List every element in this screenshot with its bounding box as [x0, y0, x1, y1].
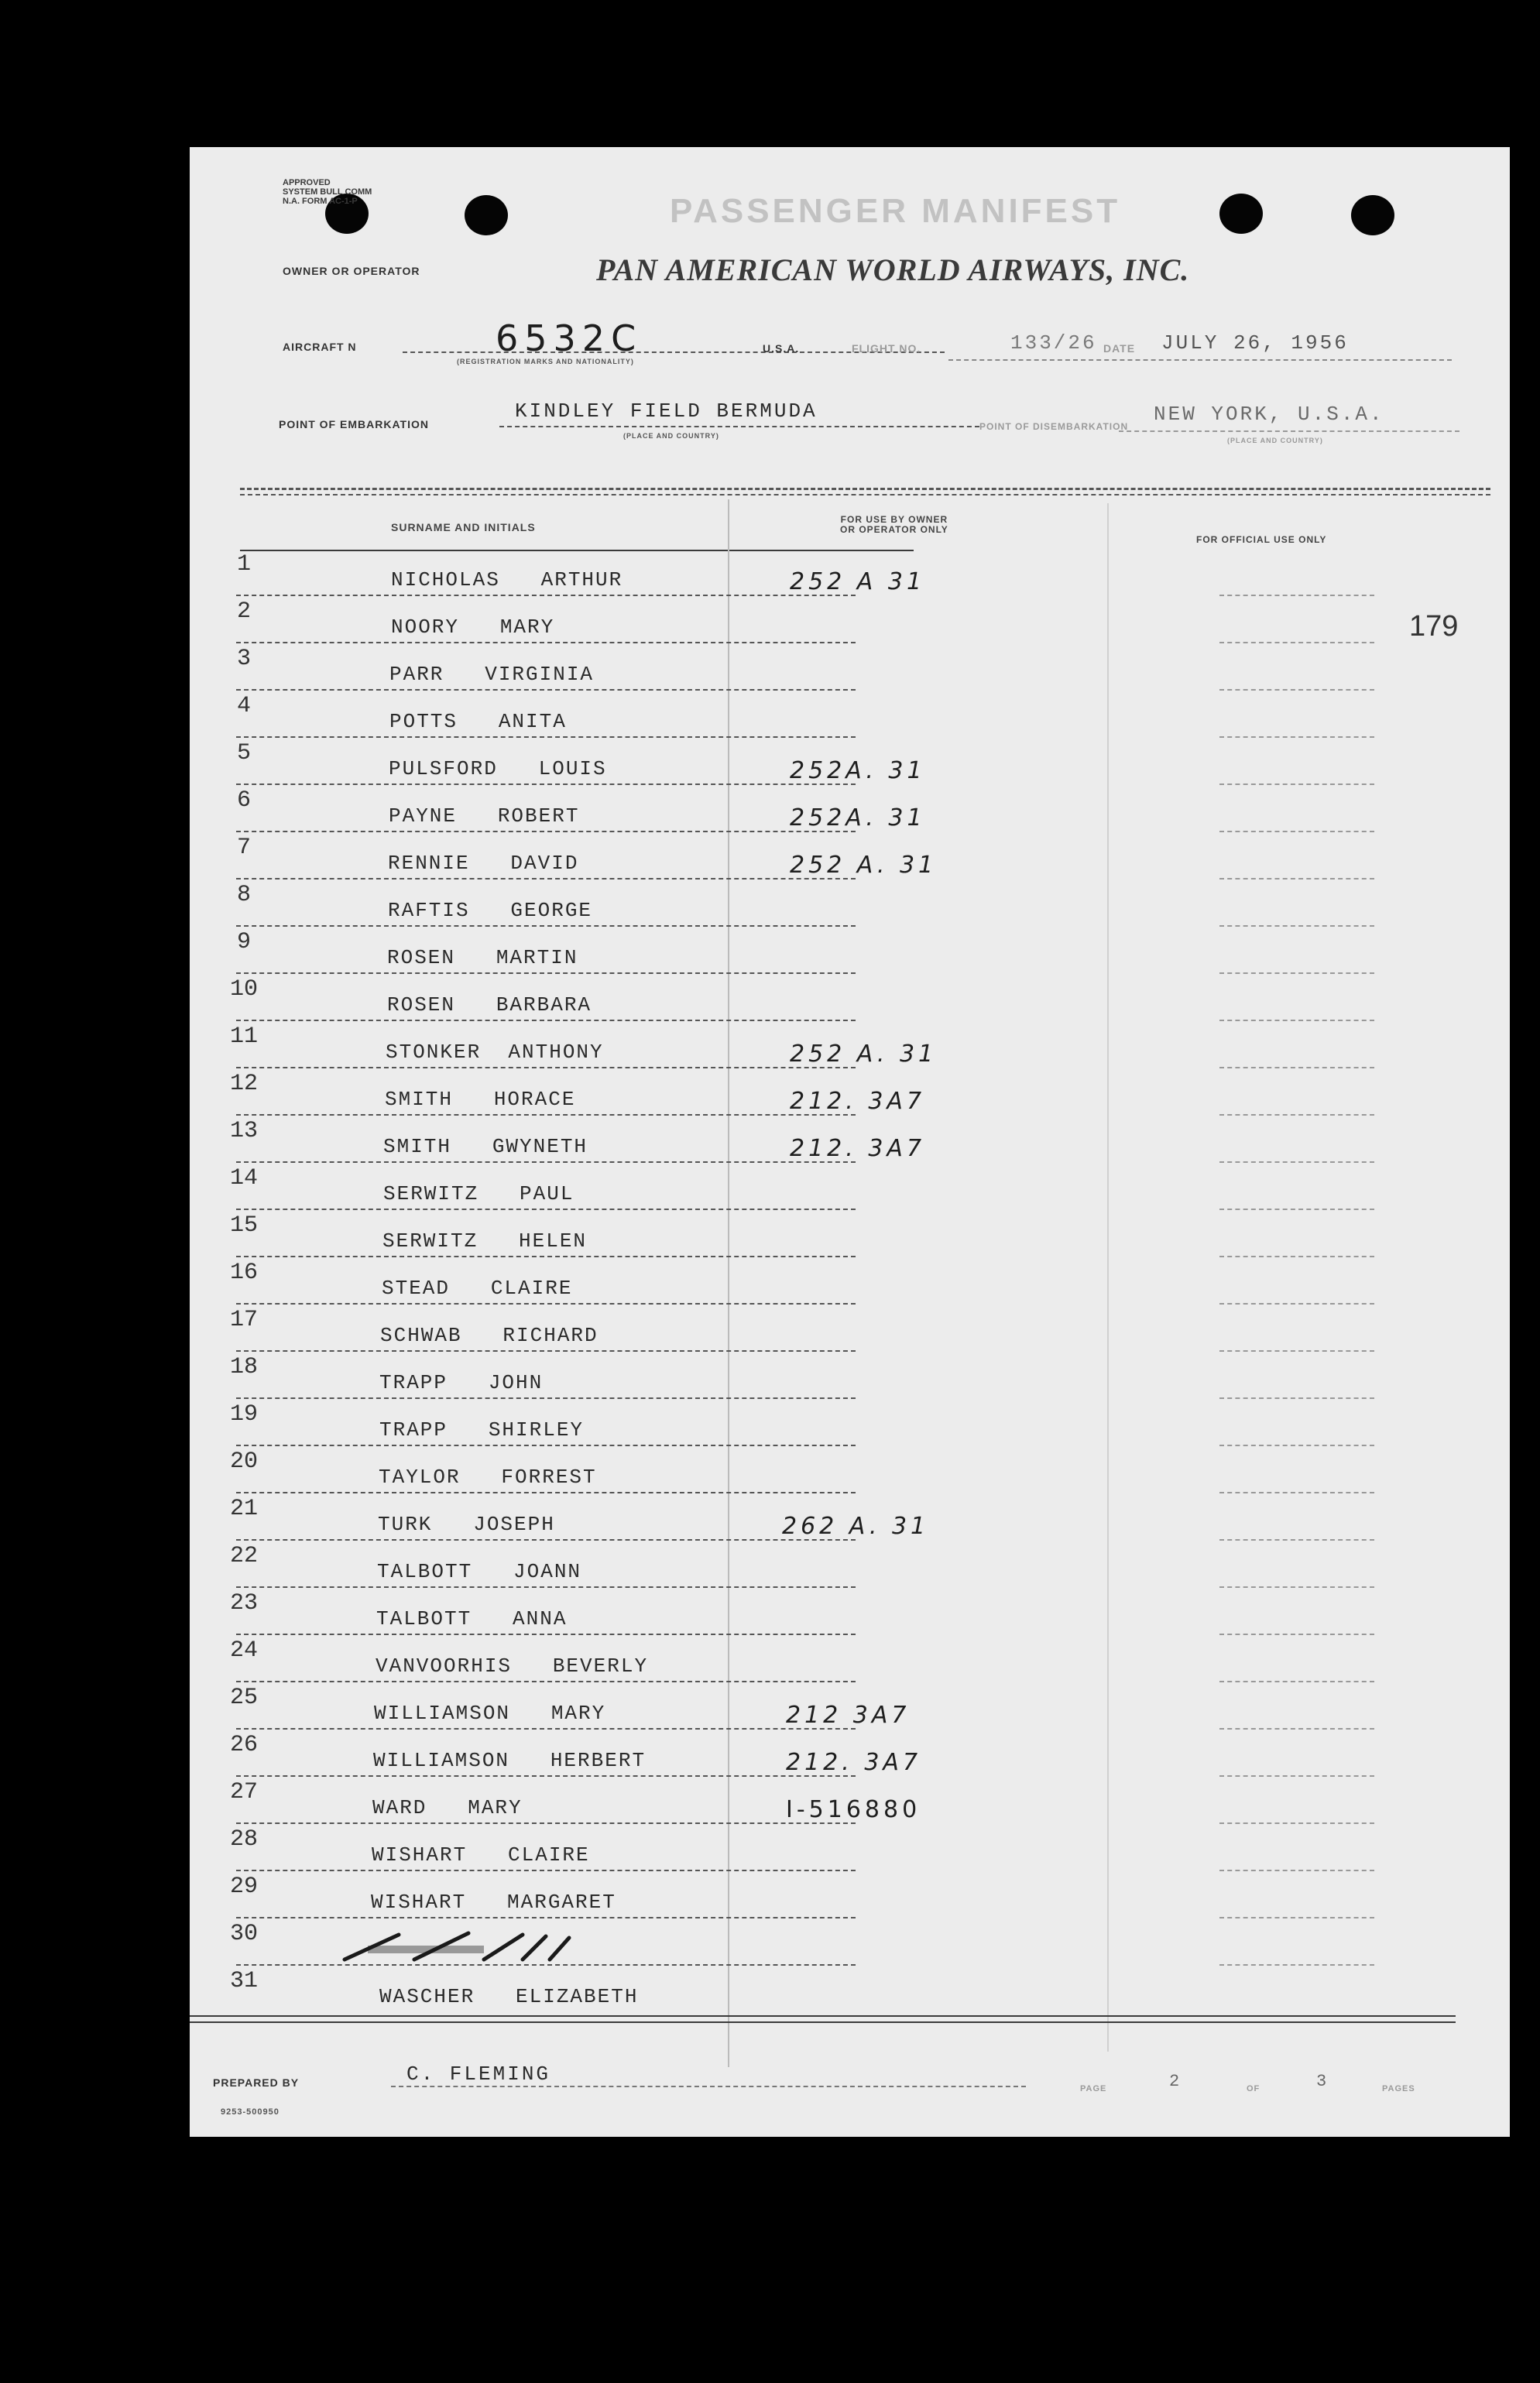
passenger-row-crossed-out: 30 [190, 1919, 1510, 1966]
official-use-column-header: FOR OFFICIAL USE ONLY [1196, 534, 1327, 545]
flight-number: 133/26 [1010, 331, 1097, 355]
passenger-row: 29 WISHART MARGARET [190, 1872, 1510, 1919]
passenger-row: 25 WILLIAMSON MARY 212 3A7 [190, 1683, 1510, 1730]
flight-date: JULY 26, 1956 [1161, 331, 1349, 355]
passenger-code: 212. 3A7 [790, 1088, 926, 1115]
document-title: PASSENGER MANIFEST [670, 192, 1121, 230]
passenger-row: 27 WARD MARY I-516880 [190, 1778, 1510, 1825]
embarkation-label: POINT OF EMBARKATION [279, 418, 429, 430]
owner-label: OWNER OR OPERATOR [283, 265, 420, 277]
approval-stamp: APPROVED SYSTEM BULL COMM N.A. FORM AC-1-P [283, 178, 372, 206]
passenger-name: SERWITZ HELEN [382, 1229, 588, 1253]
passenger-code: 252 A. 31 [790, 1041, 938, 1068]
passenger-name: SCHWAB RICHARD [380, 1324, 599, 1347]
passenger-code: 252 A. 31 [790, 852, 938, 879]
manifest-page [190, 147, 1510, 2137]
passenger-name: WISHART CLAIRE [372, 1843, 590, 1867]
passenger-row: 22 TALBOTT JOANN [190, 1541, 1510, 1589]
passenger-code: 212. 3A7 [790, 1135, 926, 1162]
passenger-row: 9 ROSEN MARTIN [190, 927, 1510, 975]
passenger-name: SMITH GWYNETH [383, 1135, 588, 1158]
passenger-row: 19 TRAPP SHIRLEY [190, 1400, 1510, 1447]
date-label: DATE [1103, 342, 1136, 355]
passenger-row: 23 TALBOTT ANNA [190, 1589, 1510, 1636]
passenger-row: 24 VANVOORHIS BEVERLY [190, 1636, 1510, 1683]
passenger-code: 252A. 31 [790, 804, 926, 831]
passenger-row: 28 WISHART CLAIRE [190, 1825, 1510, 1872]
passenger-name: TRAPP SHIRLEY [379, 1418, 585, 1442]
embarkation-point: KINDLEY FIELD BERMUDA [515, 399, 818, 423]
passenger-row: 10 ROSEN BARBARA [190, 975, 1510, 1022]
passenger-row: 12 SMITH HORACE 212. 3A7 [190, 1069, 1510, 1116]
passenger-name: TURK JOSEPH [378, 1513, 555, 1536]
surname-column-header: SURNAME AND INITIALS [391, 521, 536, 533]
punch-hole [1219, 194, 1263, 234]
passenger-name: ROSEN MARTIN [387, 946, 578, 969]
passenger-code: 252A. 31 [790, 757, 926, 784]
passenger-name: TAYLOR FORREST [379, 1466, 597, 1489]
passenger-name: SERWITZ PAUL [383, 1182, 574, 1205]
passenger-name: NOORY MARY [391, 615, 555, 639]
passenger-list [190, 550, 1510, 2021]
disembarkation-point: NEW YORK, U.S.A. [1154, 403, 1384, 426]
passenger-row: 26 WILLIAMSON HERBERT 212. 3A7 [190, 1730, 1510, 1778]
passenger-name: SMITH HORACE [385, 1088, 576, 1111]
owner-use-column-header: FOR USE BY OWNER OR OPERATOR ONLY [840, 514, 948, 535]
punch-hole [465, 195, 508, 235]
usa-label: U.S.A. [763, 342, 800, 355]
passenger-name: NICHOLAS ARTHUR [391, 568, 623, 591]
passenger-name: STONKER ANTHONY [386, 1041, 604, 1064]
aircraft-number: 6532C [496, 317, 643, 359]
page-number: 2 [1169, 2072, 1182, 2091]
passenger-code: 212. 3A7 [786, 1749, 922, 1776]
embark-place-note: (PLACE AND COUNTRY) [623, 432, 719, 440]
passenger-name: STEAD CLAIRE [382, 1277, 573, 1300]
passenger-code: 262 A. 31 [782, 1513, 930, 1540]
passenger-row: 3 PARR VIRGINIA [190, 644, 1510, 691]
passenger-row: 1 NICHOLAS ARTHUR 252 A 31 [190, 550, 1510, 597]
total-pages: 3 [1316, 2072, 1329, 2091]
disembark-place-note: (PLACE AND COUNTRY) [1227, 437, 1323, 444]
passenger-row: 2 NOORY MARY [190, 597, 1510, 644]
pages-label: PAGES [1382, 2084, 1415, 2093]
passenger-name: VANVOORHIS BEVERLY [376, 1654, 649, 1678]
passenger-row: 31 WASCHER ELIZABETH [229, 1968, 639, 2008]
passenger-code: I-516880 [786, 1796, 921, 1823]
registration-note: (REGISTRATION MARKS AND NATIONALITY) [457, 358, 634, 365]
punch-hole [1351, 195, 1394, 235]
passenger-row: 13 SMITH GWYNETH 212. 3A7 [190, 1116, 1510, 1164]
passenger-name: TALBOTT ANNA [376, 1607, 568, 1630]
passenger-name: WILLIAMSON HERBERT [373, 1749, 647, 1772]
archive-page-number: 179 [1409, 610, 1459, 643]
passenger-code: 252 A 31 [790, 568, 926, 595]
passenger-row: 16 STEAD CLAIRE [190, 1258, 1510, 1305]
passenger-row: 11 STONKER ANTHONY 252 A. 31 [190, 1022, 1510, 1069]
passenger-code: 212 3A7 [786, 1702, 911, 1729]
prepared-by-label: PREPARED BY [213, 2076, 300, 2089]
passenger-row: 7 RENNIE DAVID 252 A. 31 [190, 833, 1510, 880]
passenger-name: RENNIE DAVID [388, 852, 579, 875]
passenger-row: 6 PAYNE ROBERT 252A. 31 [190, 786, 1510, 833]
passenger-name: POTTS ANITA [389, 710, 567, 733]
disembarkation-label: POINT OF DISEMBARKATION [979, 421, 1129, 432]
passenger-row: 8 RAFTIS GEORGE [190, 880, 1510, 927]
passenger-row: 15 SERWITZ HELEN [190, 1211, 1510, 1258]
passenger-name: PAYNE ROBERT [389, 804, 580, 828]
airline-name: PAN AMERICAN WORLD AIRWAYS, INC. [596, 252, 1190, 287]
passenger-name: ROSEN BARBARA [387, 993, 592, 1017]
passenger-name: PULSFORD LOUIS [389, 757, 607, 780]
flight-label: FLIGHT NO. [852, 342, 921, 355]
form-number: 9253-500950 [221, 2107, 280, 2117]
passenger-name: WISHART MARGARET [371, 1891, 616, 1914]
passenger-name: WASCHER ELIZABETH [379, 1985, 639, 2008]
passenger-row: 20 TAYLOR FORREST [190, 1447, 1510, 1494]
aircraft-label: AIRCRAFT N [283, 341, 357, 353]
passenger-name: WARD MARY [372, 1796, 523, 1819]
passenger-name: WILLIAMSON MARY [374, 1702, 606, 1725]
passenger-row: 5 PULSFORD LOUIS 252A. 31 [190, 739, 1510, 786]
passenger-name: RAFTIS GEORGE [388, 899, 593, 922]
of-label: OF [1247, 2084, 1260, 2093]
passenger-row: 21 TURK JOSEPH 262 A. 31 [190, 1494, 1510, 1541]
passenger-name: PARR VIRGINIA [389, 663, 595, 686]
passenger-name: TALBOTT JOANN [377, 1560, 582, 1583]
crossed-out-entry [290, 1919, 755, 1966]
passenger-name: TRAPP JOHN [379, 1371, 544, 1394]
prepared-by: C. FLEMING [406, 2062, 551, 2086]
page-label: PAGE [1080, 2084, 1107, 2093]
passenger-row: 17 SCHWAB RICHARD [190, 1305, 1510, 1353]
passenger-row: 14 SERWITZ PAUL [190, 1164, 1510, 1211]
passenger-row: 18 TRAPP JOHN [190, 1353, 1510, 1400]
passenger-row: 4 POTTS ANITA [190, 691, 1510, 739]
